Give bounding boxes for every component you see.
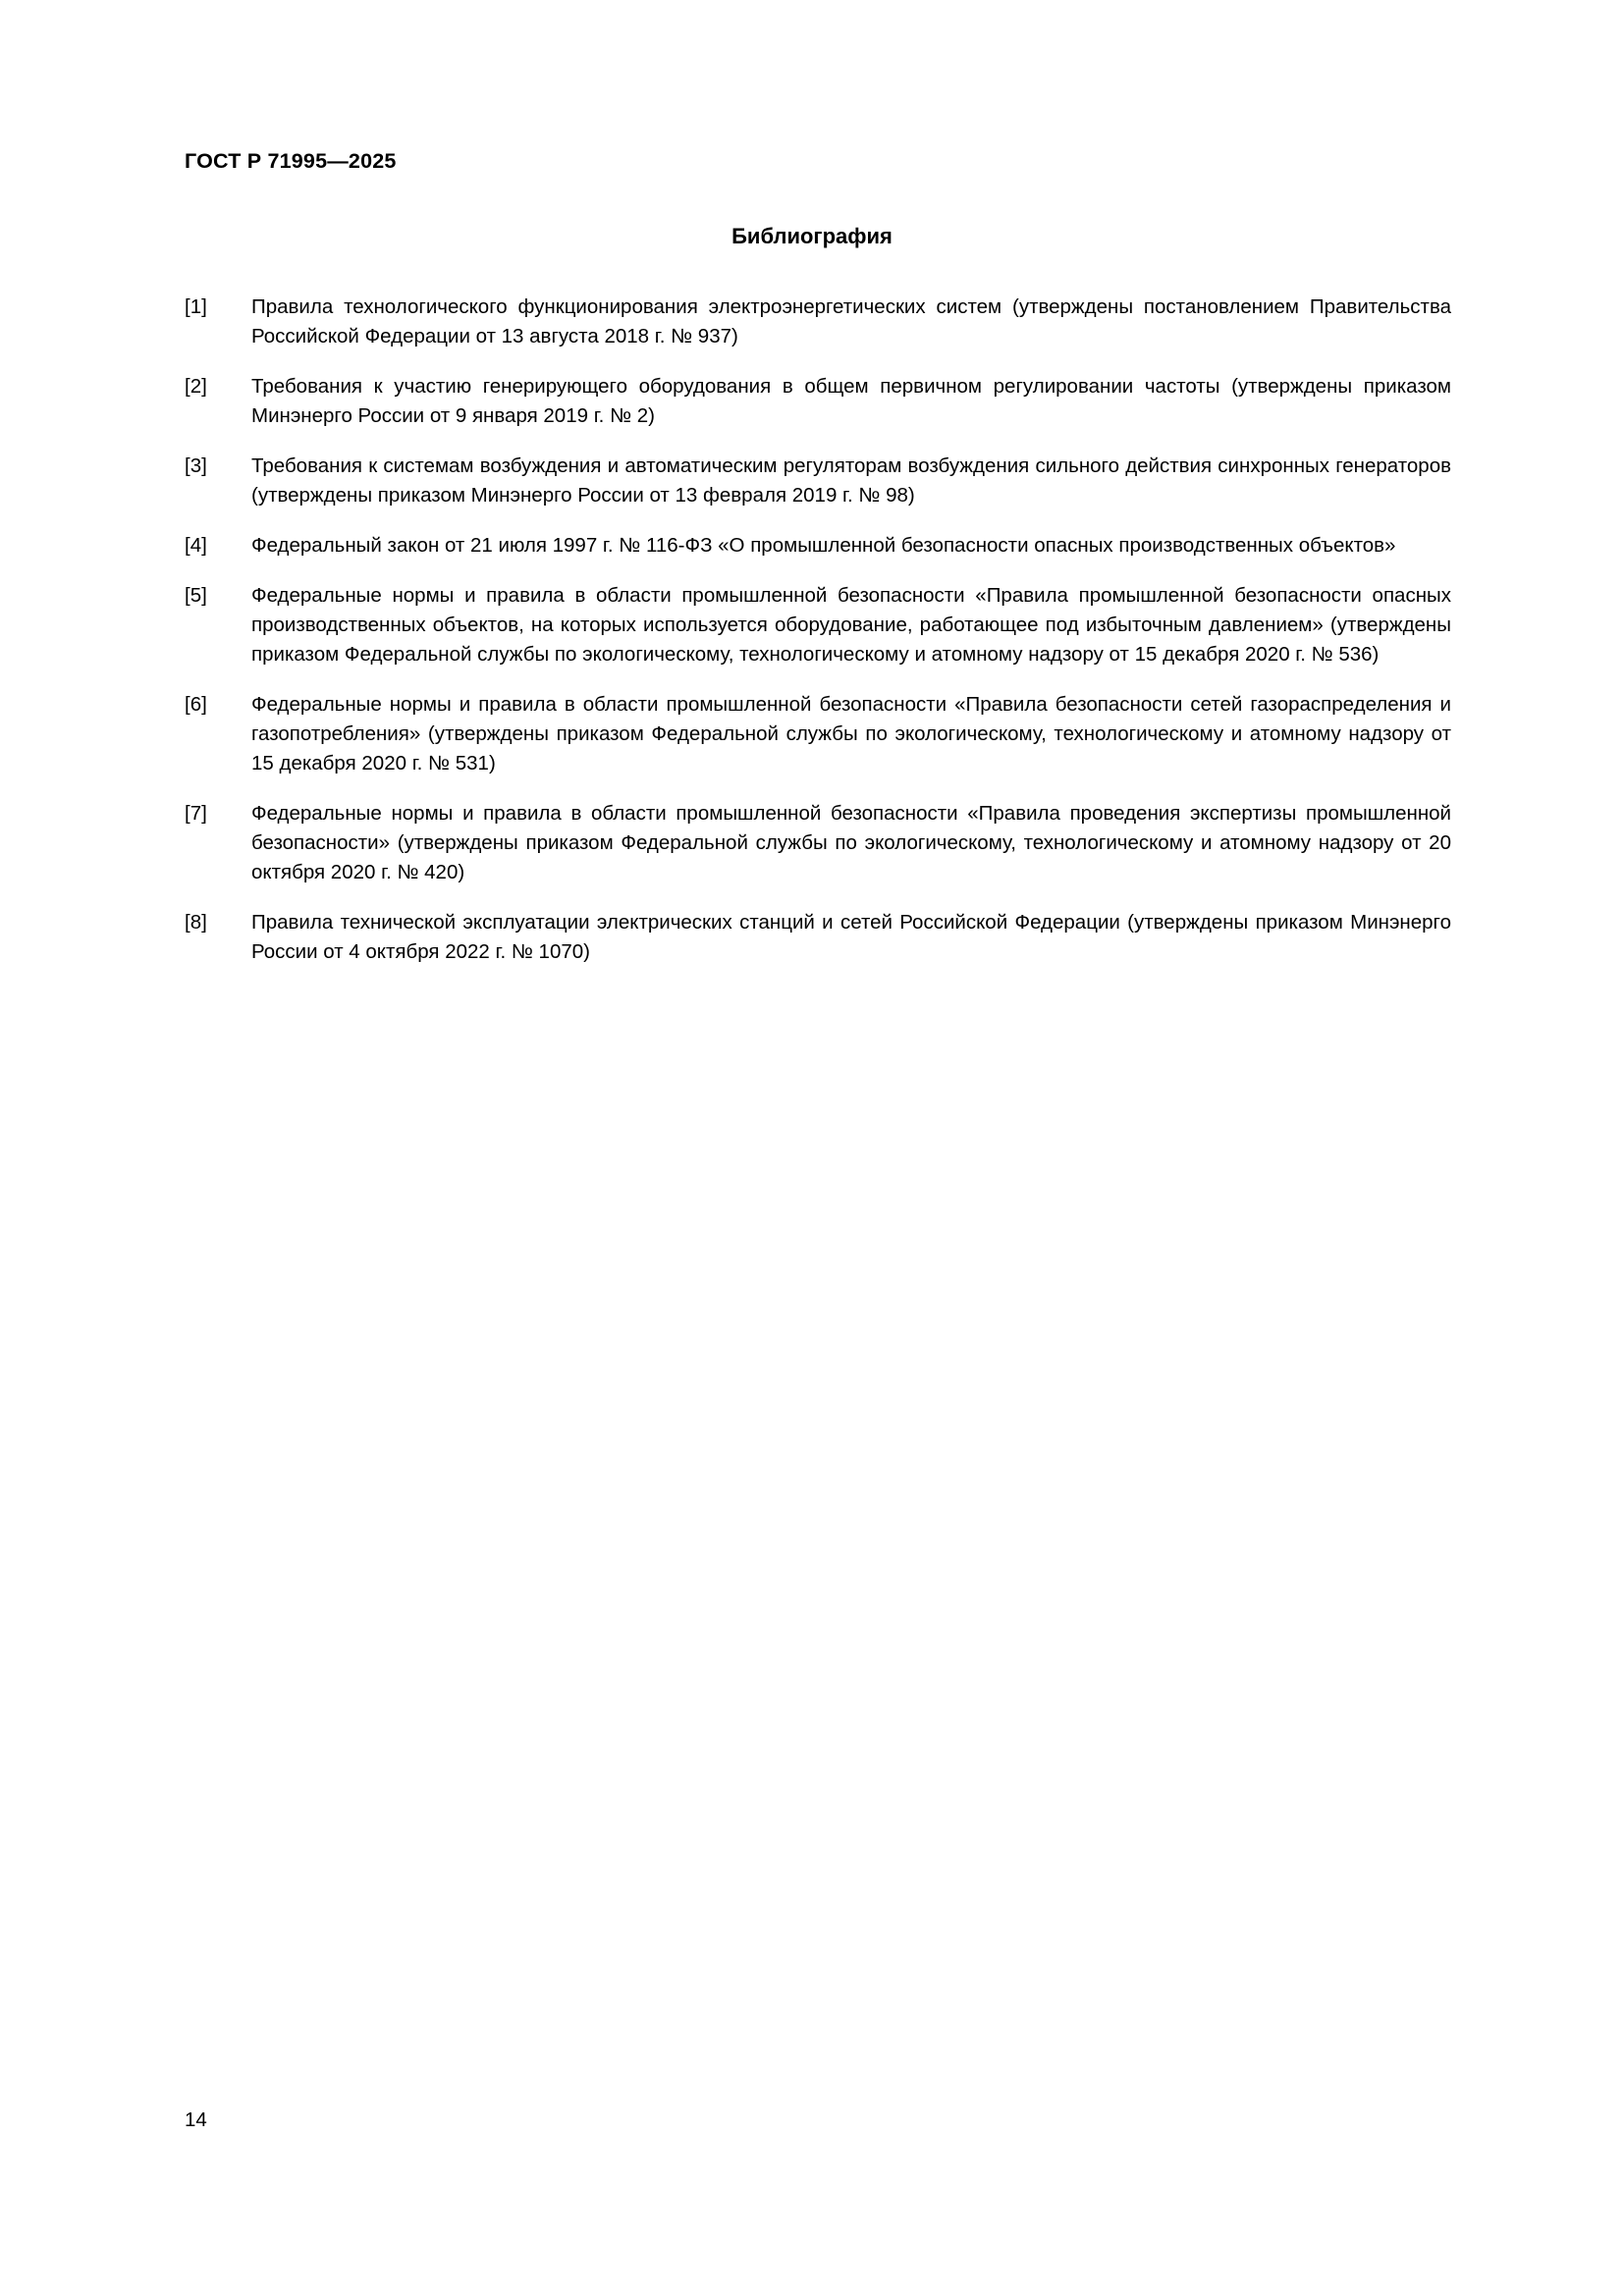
bibliography-entry: [185, 908, 1451, 967]
bibliography-entry: [185, 293, 1451, 351]
bibliography-entry: [185, 372, 1451, 431]
page-header-standard-code: ГОСТ Р 71995—2025: [185, 149, 397, 173]
bibliography-entry-text: Федеральный закон от 21 июля 1997 г. № 116-ФЗ «О промышленной безопасности опасных производственных объектов»: [251, 534, 1396, 557]
bibliography-entry-marker: [5]: [185, 584, 207, 607]
bibliography-entry-text: Федеральные нормы и правила в области промышленной безопасности «Правила промышленной безопасности опасных производственных объектов, на которых используется оборудование, работающее под избыточным давлением» (утверждены приказом Федеральной службы по экологическому, технологическому и атомному надзору от 15 декабря 2020 г. № 536): [251, 584, 1451, 666]
bibliography-entry-marker: [3]: [185, 454, 207, 477]
bibliography-entry-marker: [4]: [185, 534, 207, 557]
bibliography-entry-text: Требования к участию генерирующего оборудования в общем первичном регулировании частоты (утверждены приказом Минэнерго России от 9 января 2019 г. № 2): [251, 375, 1451, 427]
bibliography-entry-marker: [2]: [185, 375, 207, 398]
bibliography-entry-text: Правила технической эксплуатации электрических станций и сетей Российской Федерации (утверждены приказом Минэнерго России от 4 октября 2022 г. № 1070): [251, 911, 1451, 963]
bibliography-entry: [185, 531, 1451, 561]
bibliography-entry-text: Федеральные нормы и правила в области промышленной безопасности «Правила безопасности сетей газораспределения и газопотребления» (утверждены приказом Федеральной службы по экологическому, технологическому и атомному надзору от 15 декабря 2020 г. № 531): [251, 693, 1451, 774]
bibliography-entry-text: Правила технологического функционирования электроэнергетических систем (утверждены постановлением Правительства Российской Федерации от 13 августа 2018 г. № 937): [251, 295, 1451, 347]
bibliography-entry: [185, 581, 1451, 669]
page-number: 14: [185, 2109, 207, 2131]
section-title: Библиография: [731, 224, 893, 248]
bibliography-entry-marker: [6]: [185, 693, 207, 716]
bibliography-entry-text: Требования к системам возбуждения и автоматическим регуляторам возбуждения сильного действия синхронных генераторов (утверждены приказом Минэнерго России от 13 февраля 2019 г. № 98): [251, 454, 1451, 507]
bibliography-list: [185, 293, 1451, 988]
bibliography-entry: [185, 690, 1451, 778]
bibliography-entry: [185, 799, 1451, 887]
bibliography-entry-marker: [1]: [185, 295, 207, 318]
bibliography-entry-marker: [7]: [185, 802, 207, 825]
bibliography-entry-text: Федеральные нормы и правила в области промышленной безопасности «Правила проведения экспертизы промышленной безопасности» (утверждены приказом Федеральной службы по экологическому, технологическому и атомному надзору от 20 октября 2020 г. № 420): [251, 802, 1451, 883]
bibliography-entry: [185, 452, 1451, 510]
bibliography-entry-marker: [8]: [185, 911, 207, 934]
